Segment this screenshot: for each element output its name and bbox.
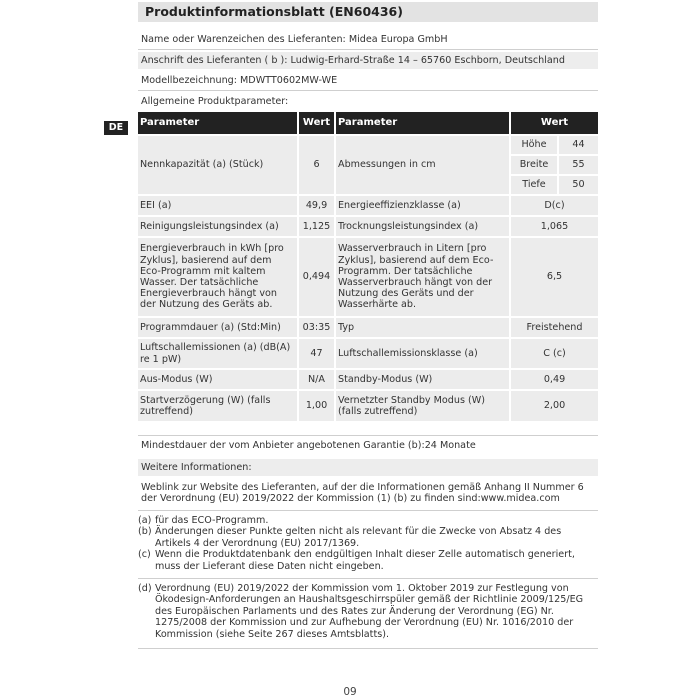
footnote-d: (d) Verordnung (EU) 2019/2022 der Kommission vom 1. Oktober 2019 zur Festlegung von Ökodesign-Anforderungen an Haushaltsgeschirrspüler gemäß der Richtlinie 2009/125/EG des Europäischen Parlaments und des Rates zur Änderung der Verordnung (EG) Nr. 1275/2008 der Kommission und zur Aufhebung der Verordnung (EU) Nr. 1016/2010 der Kommission (siehe Seite 267 dieses Amtsblatts). — [138, 583, 584, 640]
header-value-2: Wert — [510, 112, 598, 135]
table-row — [138, 390, 598, 421]
delay-start-value: 1,00 — [298, 390, 335, 421]
noise-emission-label: Luftschallemissionen (a) (dB(A) re 1 pW) — [138, 338, 298, 369]
standby-mode-value: 0,49 — [510, 369, 598, 390]
footnote-c: (c) Wenn die Produktdatenbank den endgültigen Inhalt dieser Zelle automatisch generiert, muss der Lieferant diese Daten nicht eingeben. — [138, 549, 575, 572]
eei-label: EEI (a) — [138, 195, 298, 216]
table-row — [138, 237, 598, 317]
header-value: Wert — [298, 112, 335, 135]
table-row — [138, 369, 598, 390]
divider — [138, 90, 598, 91]
regulation-note — [138, 583, 598, 640]
depth-value: 50 — [558, 175, 598, 195]
divider — [138, 435, 598, 436]
weblink-text: Weblink zur Website des Lieferanten, auf der die Informationen gemäß Anhang II Nummer 6 der Verordnung (EU) 2019/2022 der Kommission (1) (b) zu finden sind:www.midea.com — [141, 482, 584, 505]
table-row — [138, 195, 598, 216]
warranty-row — [138, 440, 598, 451]
eei-value: 49,9 — [298, 195, 335, 216]
page-title-bar — [138, 2, 598, 22]
table-row — [138, 216, 598, 237]
warranty-text: Mindestdauer der vom Anbieter angebotenen Garantie (b):24 Monate — [141, 440, 476, 451]
table-row — [138, 135, 598, 155]
divider — [138, 49, 598, 50]
off-mode-label: Aus-Modus (W) — [138, 369, 298, 390]
energy-class-label: Energieeffizienzklasse (a) — [335, 195, 510, 216]
supplier-name: Name oder Warenzeichen des Lieferanten: Midea Europa GmbH — [141, 34, 448, 45]
general-params-row — [138, 94, 598, 110]
divider — [138, 578, 598, 579]
capacity-value: 6 — [298, 135, 335, 195]
energy-consumption-value: 0,494 — [298, 237, 335, 317]
water-consumption-value: 6,5 — [510, 237, 598, 317]
noise-emission-value: 47 — [298, 338, 335, 369]
divider — [138, 648, 598, 649]
width-value: 55 — [558, 155, 598, 175]
model-row — [138, 73, 598, 89]
program-duration-label: Programmdauer (a) (Std:Min) — [138, 317, 298, 338]
table-row — [138, 317, 598, 338]
energy-class-value: D(c) — [510, 195, 598, 216]
more-info-label: Weitere Informationen: — [141, 462, 252, 473]
cleaning-index-label: Reinigungsleistungsindex (a) — [138, 216, 298, 237]
drying-index-value: 1,065 — [510, 216, 598, 237]
footnote-a: (a) für das ECO-Programm. — [138, 515, 269, 526]
dimensions-label: Abmessungen in cm — [335, 135, 510, 195]
noise-class-value: C (c) — [510, 338, 598, 369]
general-params-label: Allgemeine Produktparameter: — [141, 96, 289, 107]
off-mode-value: N/A — [298, 369, 335, 390]
model-designation: Modellbezeichnung: MDWTT0602MW-WE — [141, 75, 338, 86]
page-number: 09 — [343, 686, 357, 698]
type-label: Typ — [335, 317, 510, 338]
standby-mode-label: Standby-Modus (W) — [335, 369, 510, 390]
water-consumption-label: Wasserverbrauch in Litern [pro Zyklus], basierend auf dem Eco-Programm. Der tatsächliche Wasserverbrauch hängt von der Nutzung des Geräts und der Wasserhärte ab. — [335, 237, 510, 317]
energy-consumption-label: Energieverbrauch in kWh [pro Zyklus], basierend auf dem Eco-Programm mit kaltem Wasser. Der tatsächliche Energieverbrauch hängt von der Nutzung des Geräts ab. — [138, 237, 298, 317]
header-parameter-2: Parameter — [335, 112, 510, 135]
drying-index-label: Trocknungsleistungsindex (a) — [335, 216, 510, 237]
more-info-row — [138, 459, 598, 476]
supplier-name-row — [138, 32, 598, 48]
table-header-row — [138, 112, 598, 135]
divider — [138, 510, 598, 511]
type-value: Freistehend — [510, 317, 598, 338]
networked-standby-value: 2,00 — [510, 390, 598, 421]
width-label: Breite — [510, 155, 558, 175]
noise-class-label: Luftschallemissionsklasse (a) — [335, 338, 510, 369]
supplier-address: Anschrift des Lieferanten ( b ): Ludwig-Erhard-Straße 14 – 65760 Eschborn, Deutschland — [141, 55, 565, 66]
footnote-b: (b) Änderungen dieser Punkte gelten nicht als relevant für die Zwecke von Absatz 4 des Artikels 4 der Verordnung (EU) 2017/1369. — [138, 526, 562, 549]
weblink-block — [138, 482, 598, 505]
delay-start-label: Startverzögerung (W) (falls zutreffend) — [138, 390, 298, 421]
supplier-address-row — [138, 52, 598, 69]
capacity-label: Nennkapazität (a) (Stück) — [138, 135, 298, 195]
product-parameter-table — [138, 112, 598, 421]
language-tab: DE — [104, 121, 128, 135]
footnotes — [138, 515, 598, 572]
table-row — [138, 338, 598, 369]
height-label: Höhe — [510, 135, 558, 155]
cleaning-index-value: 1,125 — [298, 216, 335, 237]
header-parameter: Parameter — [138, 112, 298, 135]
program-duration-value: 03:35 — [298, 317, 335, 338]
page-title: Produktinformationsblatt (EN60436) — [145, 4, 403, 19]
height-value: 44 — [558, 135, 598, 155]
depth-label: Tiefe — [510, 175, 558, 195]
networked-standby-label: Vernetzter Standby Modus (W) (falls zutreffend) — [335, 390, 510, 421]
